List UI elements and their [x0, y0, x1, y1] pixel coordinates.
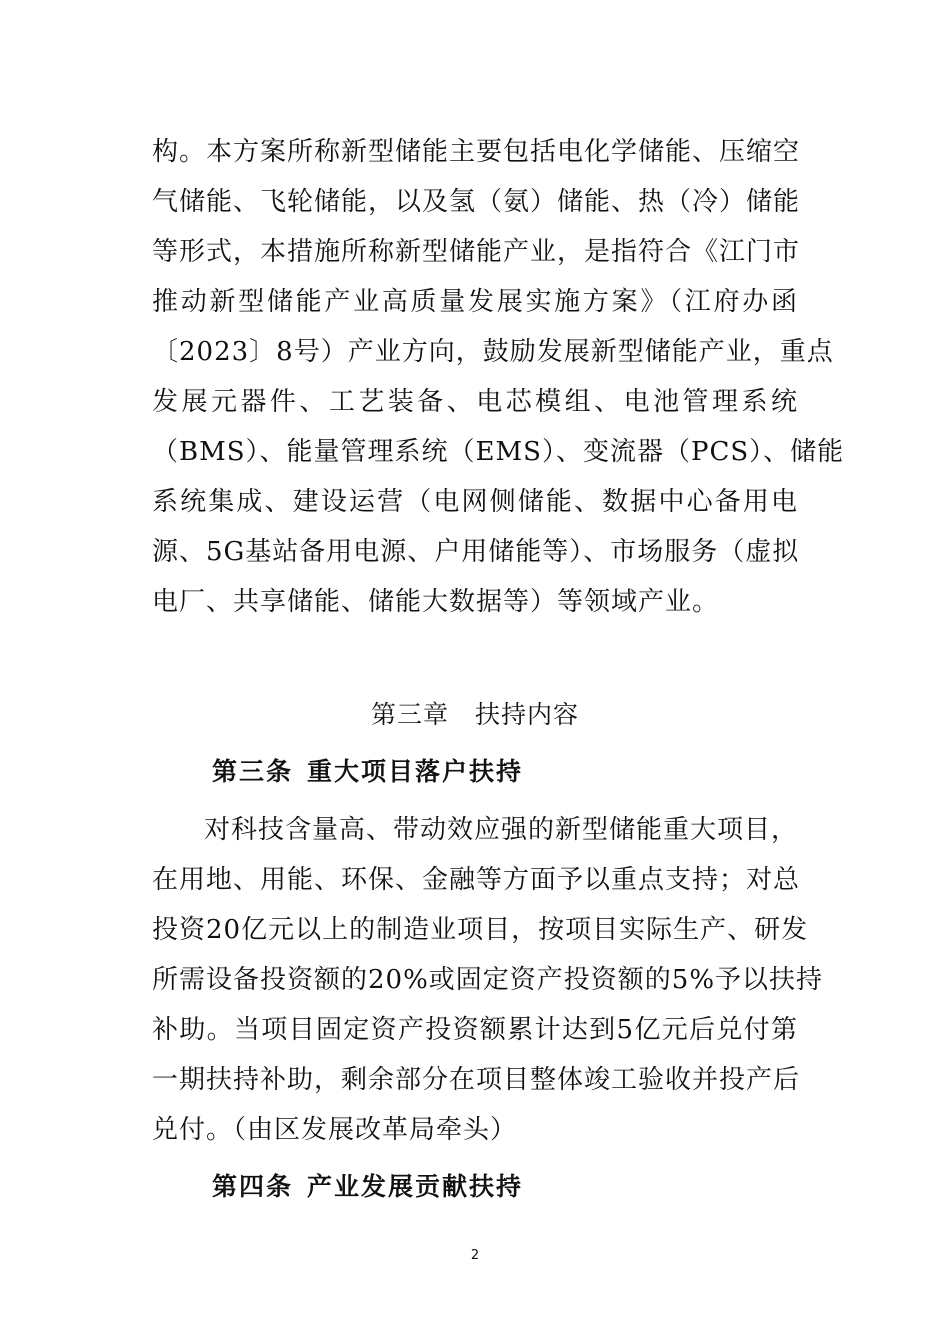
text-line: 等形式，本措施所称新型储能产业，是指符合《江门市	[152, 237, 801, 267]
text-line: 在用地、用能、环保、金融等方面予以重点支持；对总	[152, 865, 801, 895]
chapter-title: 扶持内容	[475, 700, 580, 729]
text-line: 推动新型储能产业高质量发展实施方案》（江府办函	[152, 287, 798, 317]
chapter-number: 第三章	[370, 700, 449, 729]
text-line: 发展元器件、工艺装备、电芯模组、电池管理系统	[152, 387, 798, 417]
text-line: 〔2023〕8号）产业方向，鼓励发展新型储能产业，重点	[152, 337, 834, 367]
text-line: 投资20亿元以上的制造业项目，按项目实际生产、研发	[152, 915, 809, 945]
text-line: 电厂、共享储能、储能大数据等）等领域产业。	[152, 587, 720, 617]
text-line: 所需设备投资额的20%或固定资产投资额的5%予以扶持	[152, 965, 824, 995]
text-line: 兑付。（由区发展改革局牵头）	[152, 1115, 518, 1145]
article-title: 重大项目落户扶持	[307, 757, 524, 786]
chapter-heading	[0, 698, 950, 732]
text-line: 系统集成、建设运营（电网侧储能、数据中心备用电	[152, 487, 798, 517]
article-heading	[212, 1170, 523, 1204]
page-number: 2	[470, 1248, 480, 1263]
article-title: 产业发展贡献扶持	[307, 1172, 524, 1201]
text-line: 源、5G基站备用电源、户用储能等）、市场服务（虚拟	[152, 537, 800, 567]
text-line: 对科技含量高、带动效应强的新型储能重大项目，	[204, 815, 799, 845]
text-line: 补助。当项目固定资产投资额累计达到5亿元后兑付第	[152, 1015, 798, 1045]
text-line: 气储能、飞轮储能，以及氢（氨）储能、热（冷）储能	[152, 187, 801, 217]
text-line: 一期扶持补助，剩余部分在项目整体竣工验收并投产后	[152, 1065, 801, 1095]
article-number: 第四条	[212, 1172, 294, 1201]
text-line: 构。本方案所称新型储能主要包括电化学储能、压缩空	[152, 137, 801, 167]
article-number: 第三条	[212, 757, 294, 786]
text-line: （BMS）、能量管理系统（EMS）、变流器（PCS）、储能	[152, 437, 845, 467]
article-heading	[212, 755, 523, 789]
